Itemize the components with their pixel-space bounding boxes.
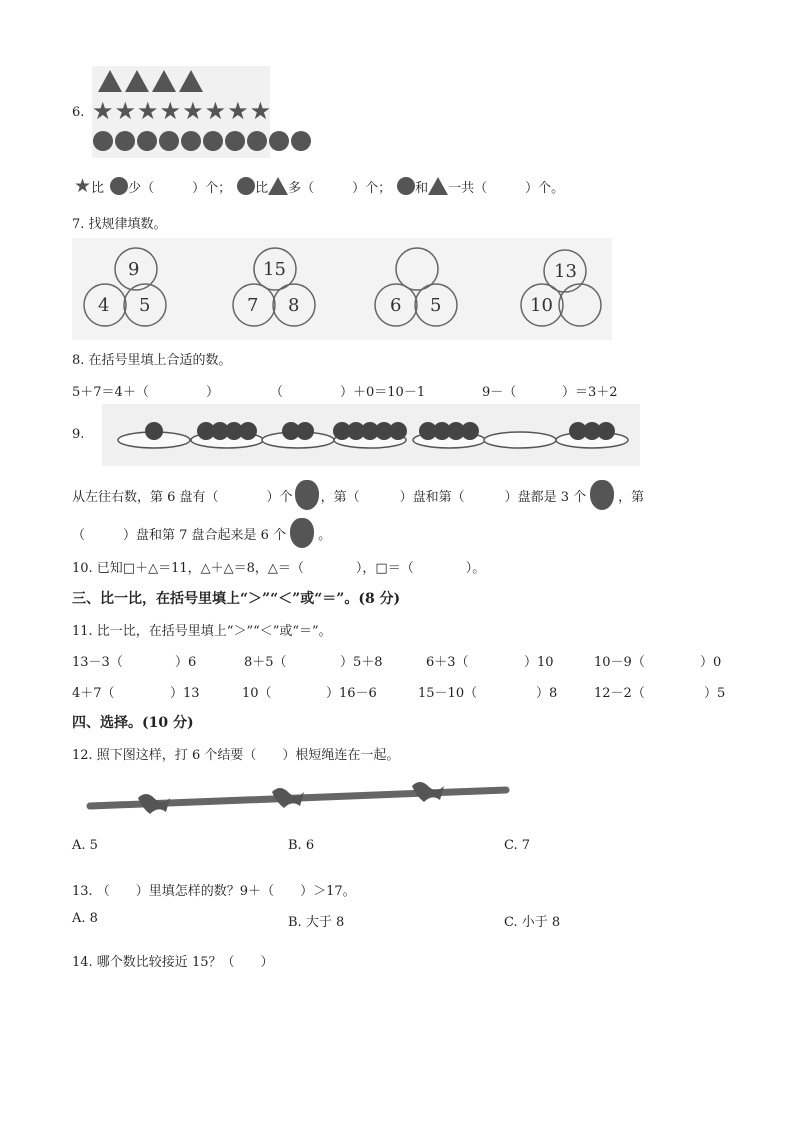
strawberry-shape (597, 422, 615, 440)
compare-text: 10（ (242, 686, 272, 701)
q9-text: ）个 (266, 489, 293, 505)
compare-text: ）16－6 (326, 686, 377, 701)
circle-row (93, 131, 313, 151)
question-number-6: 6. (72, 105, 85, 120)
triangle-icon (428, 177, 448, 195)
q6-text: 多（ (288, 180, 315, 196)
circle-icon (181, 131, 201, 151)
q6-text: ）个。 (525, 180, 565, 196)
triangle-icon (152, 70, 176, 92)
option-b[interactable]: B. 大于 8 (288, 915, 345, 930)
q9-text: ，第 (618, 489, 645, 505)
circle-number: 5 (139, 295, 151, 316)
star-row (92, 99, 272, 123)
q6-text: ）个； (192, 180, 232, 196)
q8-text: ）＋0＝10－1 (340, 385, 426, 400)
q6-text: ）个； (352, 180, 392, 196)
compare-text: ）5 (704, 686, 726, 701)
rope-picture (86, 780, 510, 820)
option-a[interactable]: A. 8 (72, 911, 98, 926)
strawberry-shape (389, 422, 407, 440)
q6-text: 比 (91, 180, 105, 196)
circle-icon (291, 131, 311, 151)
section-3-heading: 三、比一比，在括号里填上“＞”“＜”或“＝”。(8 分) (72, 591, 401, 607)
strawberry-shape (461, 422, 479, 440)
circle-shape (559, 284, 601, 326)
strawberry-shape (145, 422, 163, 440)
question-11-title: 11. 比一比，在括号里填上“＞”“＜”或“＝”。 (72, 624, 332, 639)
compare-text: 6＋3（ (426, 655, 469, 670)
compare-text: 4＋7（ (72, 686, 115, 701)
circle-icon (93, 131, 113, 151)
star-icon: ★ (92, 97, 114, 125)
question-8-title: 8. 在括号里填上合适的数。 (72, 353, 232, 368)
star-icon: ★ (227, 97, 249, 125)
circle-number: 6 (390, 295, 402, 316)
strawberry-icon (290, 518, 314, 548)
question-10 (72, 557, 485, 576)
q9-text: 从左往右数，第 6 盘有（ (72, 489, 219, 505)
q9-text: 。 (318, 527, 332, 543)
triangle-icon (125, 70, 149, 92)
circle-number: 8 (288, 295, 300, 316)
q10-text: ）。 (465, 561, 486, 576)
q9-text: ）盘都是 3 个 (504, 489, 587, 505)
compare-text: ）6 (175, 655, 197, 670)
compare-text: 8＋5（ (244, 655, 287, 670)
question-number-9: 9. (72, 427, 85, 442)
star-icon: ★ (249, 97, 272, 125)
star-icon: ★ (114, 97, 137, 125)
circle-icon (203, 131, 223, 151)
circle-icon (247, 131, 267, 151)
star-icon: ★ (137, 97, 159, 125)
circle-icon (225, 131, 245, 151)
option-a[interactable]: A. 5 (72, 838, 98, 853)
answer-blank[interactable] (414, 557, 466, 576)
answer-blank[interactable] (304, 557, 356, 576)
option-b[interactable]: B. 6 (288, 838, 315, 853)
circle-icon (237, 177, 255, 195)
triangle-icon (98, 70, 122, 92)
strawberry-icon (295, 480, 319, 510)
circle-number: 10 (530, 295, 553, 316)
knot-shape (272, 788, 304, 808)
q8-text: ）＝3＋2 (562, 385, 618, 400)
q6-text: 少（ (128, 180, 155, 196)
q6-question-line (74, 175, 564, 197)
plate-shape (484, 432, 556, 448)
strawberry-shape (239, 422, 257, 440)
knot-shape (138, 794, 170, 814)
triangle-icon (268, 177, 288, 195)
option-c[interactable]: C. 7 (504, 838, 531, 853)
q9-text: ，第（ (320, 489, 360, 505)
circle-number: 7 (247, 295, 259, 316)
triangle-row (98, 70, 206, 92)
q9-line-2 (72, 518, 331, 548)
q8-text: 9－（ (482, 385, 517, 400)
star-icon: ★ (204, 97, 227, 125)
section-4-heading: 四、选择。(10 分) (72, 715, 194, 731)
question-12-text: 12. 照下图这样，打 6 个结要（ ）根短绳连在一起。 (72, 748, 400, 763)
circle-icon (397, 177, 415, 195)
compare-text: 15－10（ (418, 686, 478, 701)
plates-diagram (102, 404, 640, 466)
q6-text: 和 (415, 180, 429, 196)
q10-text: ），□＝（ (355, 561, 414, 576)
strawberry-icon (590, 480, 614, 510)
q9-text: ）盘和第（ (399, 489, 465, 505)
q8-text: ） (206, 385, 220, 400)
circle-number: 5 (430, 295, 442, 316)
knot-shape (412, 782, 444, 802)
number-circles-diagram (72, 238, 612, 340)
q6-text: 一共（ (448, 180, 488, 196)
q9-line-1 (72, 480, 644, 510)
circle-number: 15 (263, 259, 286, 280)
circle-icon (269, 131, 289, 151)
question-14-text: 14. 哪个数比较接近 15？（ ） (72, 955, 274, 970)
star-icon: ★ (182, 97, 204, 125)
circle-icon (115, 131, 135, 151)
option-c[interactable]: C. 小于 8 (504, 915, 561, 930)
compare-text: ）5＋8 (340, 655, 383, 670)
compare-text: 12－2（ (594, 686, 645, 701)
star-icon: ★ (74, 175, 92, 197)
q8-text: （ (270, 385, 284, 400)
q10-text: 10. 已知□＋△＝11，△＋△＝8，△＝（ (72, 561, 304, 576)
q8-text: 5＋7＝4＋（ (72, 385, 149, 400)
compare-text: ）8 (536, 686, 558, 701)
q6-text: 比 (255, 180, 269, 196)
compare-text: ）0 (700, 655, 722, 670)
circle-icon (159, 131, 179, 151)
circle-number: 9 (128, 259, 140, 280)
star-icon: ★ (159, 97, 182, 125)
compare-text: ）13 (170, 686, 200, 701)
compare-text: 10－9（ (594, 655, 645, 670)
circle-icon (137, 131, 157, 151)
question-13-text: 13. （ ）里填怎样的数？9＋（ ）＞17。 (72, 884, 356, 899)
circle-number: 4 (98, 295, 110, 316)
compare-text: ）10 (524, 655, 554, 670)
q9-text: （ (72, 527, 86, 543)
circle-number: 13 (554, 261, 577, 282)
question-7-title: 7. 找规律填数。 (72, 217, 167, 232)
circle-icon (110, 177, 128, 195)
q9-text: ）盘和第 7 盘合起来是 6 个 (123, 527, 287, 543)
strawberry-shape (296, 422, 314, 440)
compare-text: 13－3（ (72, 655, 123, 670)
triangle-icon (179, 70, 203, 92)
